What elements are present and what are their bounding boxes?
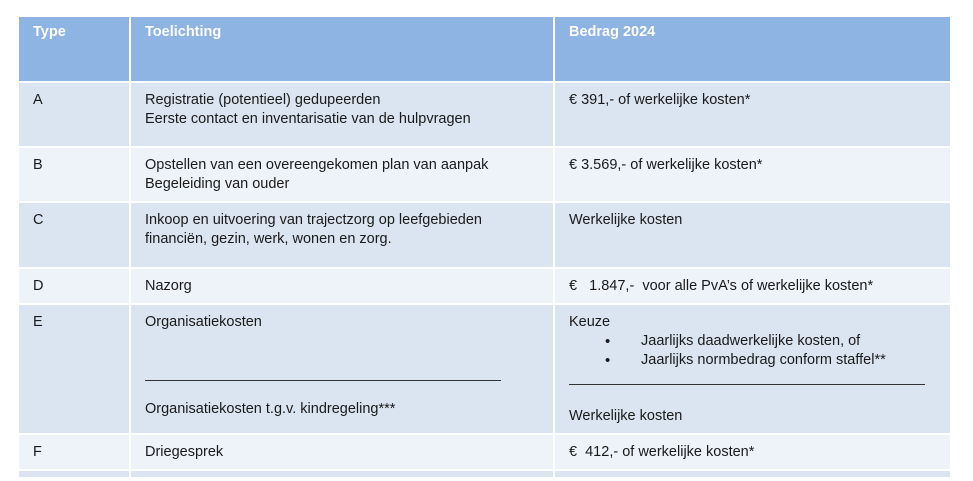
table-row <box>18 268 951 304</box>
toelichting-line: Registratie (potentieel) gedupeerden <box>145 92 381 108</box>
type-cell: F <box>18 434 130 470</box>
toelichting-cell <box>130 304 554 434</box>
type-cell: A <box>18 82 130 147</box>
spacer <box>145 332 541 380</box>
toelichting-line: Begeleiding van ouder <box>145 176 290 192</box>
bedrag-line: Werkelijke kosten <box>569 408 683 424</box>
cost-table <box>17 15 952 479</box>
list-item: • Jaarlijks normbedrag conform staffel** <box>569 351 938 370</box>
empty-cell <box>554 470 951 478</box>
toelichting-line: Eerste contact en inventarisatie van de hulpvragen <box>145 111 471 127</box>
header-type: Type <box>18 16 130 82</box>
empty-cell <box>130 470 554 478</box>
type-cell: E <box>18 304 130 434</box>
table-row <box>18 82 951 147</box>
toelichting-cell <box>130 82 554 147</box>
bedrag-cell: € 1.847,- voor alle PvA’s of werkelijke kosten* <box>554 268 951 304</box>
list-item: • Jaarlijks daadwerkelijke kosten, of <box>569 332 938 351</box>
toelichting-cell: Nazorg <box>130 268 554 304</box>
spacer <box>569 385 938 407</box>
toelichting-line: Opstellen van een overeengekomen plan van aanpak <box>145 157 489 173</box>
table-row <box>18 470 951 478</box>
type-cell: C <box>18 202 130 268</box>
bedrag-cell: € 412,- of werkelijke kosten* <box>554 434 951 470</box>
empty-cell <box>18 470 130 478</box>
toelichting-cell: Driegesprek <box>130 434 554 470</box>
table-row <box>18 202 951 268</box>
bedrag-cell: € 3.569,- of werkelijke kosten* <box>554 147 951 202</box>
toelichting-cell <box>130 147 554 202</box>
type-cell: B <box>18 147 130 202</box>
bedrag-cell <box>554 304 951 434</box>
table-row <box>18 147 951 202</box>
header-row <box>18 16 951 82</box>
keuze-label: Keuze <box>569 314 611 330</box>
toelichting-line: Organisatiekosten <box>145 314 262 330</box>
toelichting-line: Inkoop en uitvoering van trajectzorg op leefgebieden <box>145 212 482 228</box>
header-toelichting: Toelichting <box>130 16 554 82</box>
bedrag-cell: Werkelijke kosten <box>554 202 951 268</box>
type-cell: D <box>18 268 130 304</box>
keuze-list <box>569 332 938 370</box>
toelichting-cell <box>130 202 554 268</box>
spacer <box>145 381 541 400</box>
table-row <box>18 434 951 470</box>
toelichting-line: Organisatiekosten t.g.v. kindregeling*** <box>145 401 396 417</box>
bedrag-cell: € 391,- of werkelijke kosten* <box>554 82 951 147</box>
header-bedrag: Bedrag 2024 <box>554 16 951 82</box>
table-row <box>18 304 951 434</box>
spacer <box>569 370 938 384</box>
toelichting-line: financiën, gezin, werk, wonen en zorg. <box>145 231 392 247</box>
